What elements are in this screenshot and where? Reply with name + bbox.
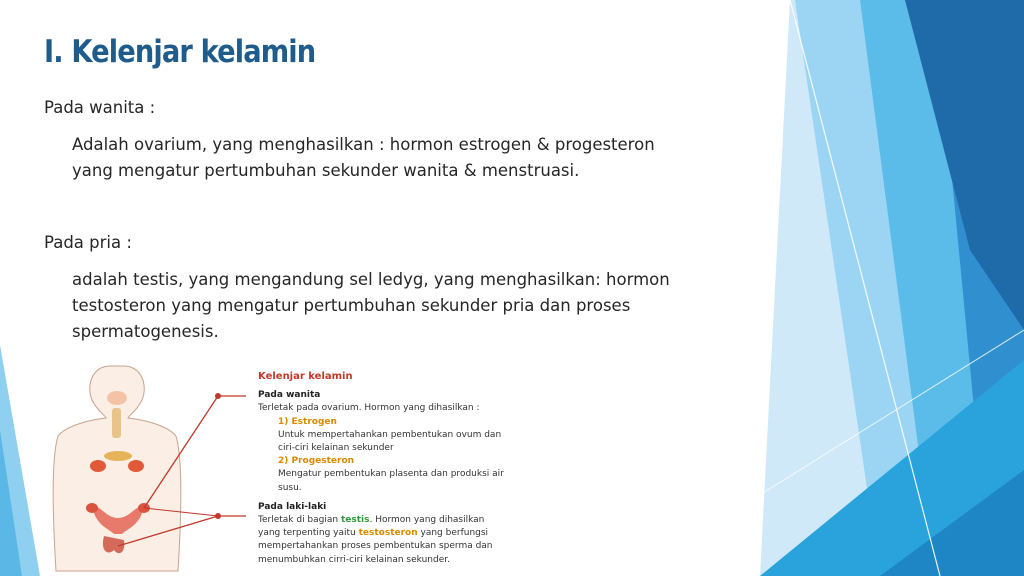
slide-title: I. Kelenjar kelamin xyxy=(44,34,316,70)
figure-laki-desc: yang terpenting yaitu testosteron yang berfungsi xyxy=(258,528,489,539)
figure-laki-desc: menumbuhkan cirri-ciri kelainan sekunder. xyxy=(258,554,450,565)
female-body-line: Adalah ovarium, yang menghasilkan : hormon estrogen & progesteron xyxy=(72,135,655,154)
male-body-line: spermatogenesis. xyxy=(72,322,219,341)
adrenal-icon xyxy=(90,460,106,472)
female-body-line: yang mengatur pertumbuhan sekunder wanita & menstruasi. xyxy=(72,161,580,180)
thyroid-icon xyxy=(107,391,127,405)
figure-laki-desc: mempertahankan proses pembentukan sperma dan xyxy=(258,541,493,552)
female-body xyxy=(72,132,792,184)
figure-laki-label: Pada laki-laki xyxy=(258,501,327,512)
figure-estrogen-desc: ciri-ciri kelainan sekunder xyxy=(278,443,394,454)
figure-wanita-label: Pada wanita xyxy=(258,390,321,401)
male-body-line: adalah testis, yang mengandung sel ledyg, yang menghasilkan: hormon xyxy=(72,270,670,289)
male-body xyxy=(72,267,792,345)
figure-progesteron-desc: susu. xyxy=(278,482,302,493)
kidney-icon xyxy=(128,460,144,472)
pancreas-icon xyxy=(104,451,132,461)
ovary-icon xyxy=(86,503,98,513)
female-heading: Pada wanita : xyxy=(44,98,156,117)
figure-progesteron-desc: Mengatur pembentukan plasenta dan produksi air xyxy=(278,469,504,480)
figure-estrogen-label: 1) Estrogen xyxy=(278,416,337,427)
figure-progesteron-label: 2) Progesteron xyxy=(278,456,355,467)
male-body-line: testosteron yang mengatur pertumbuhan sekunder pria dan proses xyxy=(72,296,631,315)
figure-wanita-desc: Terletak pada ovarium. Hormon yang dihasilkan : xyxy=(258,403,480,414)
figure-estrogen-desc: Untuk mempertahankan pembentukan ovum dan xyxy=(278,429,502,440)
reproductive-gland-figure xyxy=(48,356,504,576)
figure-laki-desc: Terletak di bagian testis. Hormon yang dihasilkan xyxy=(258,515,485,526)
figure-caption xyxy=(258,370,528,567)
trachea-icon xyxy=(112,408,121,438)
figure-heading: Kelenjar kelamin xyxy=(258,371,353,382)
male-heading: Pada pria : xyxy=(44,233,132,252)
